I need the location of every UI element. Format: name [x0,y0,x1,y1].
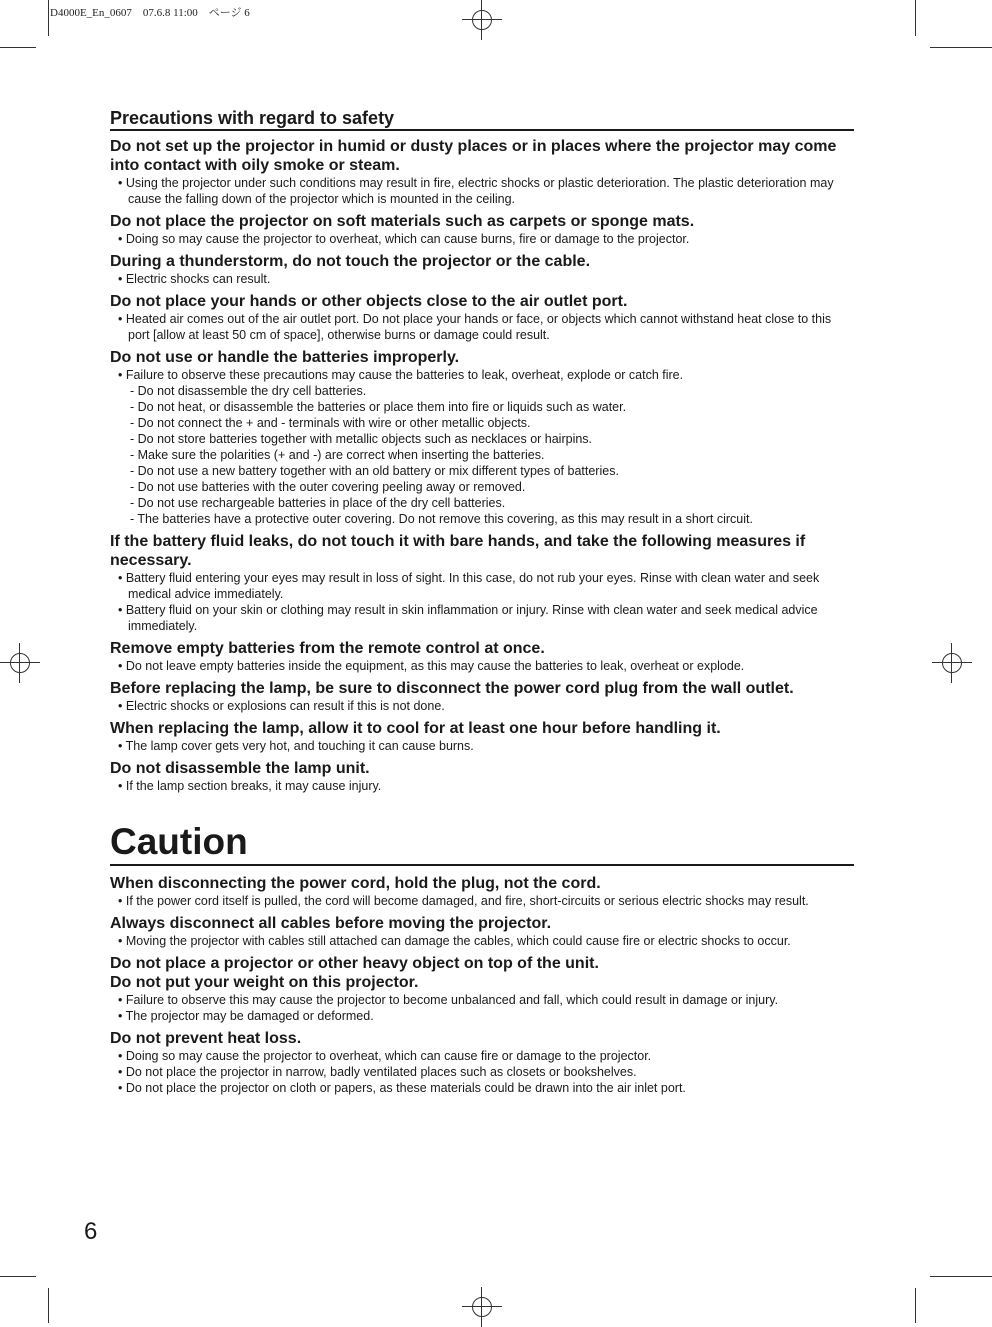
registration-mark-bottom [462,1287,502,1327]
precaution-sub-bullet: - Do not heat, or disassemble the batteries or place them into fire or liquids such as water. [130,400,627,414]
registration-mark-right [932,643,972,683]
precaution-bullet: • Battery fluid on your skin or clothing may result in skin inflammation or injury. Rinse with clean water and seek medical advice immediately. [118,603,818,633]
registration-mark-top [462,0,502,40]
precaution-bullet: • Electric shocks can result. [118,272,271,286]
safety-section-title: Precautions with regard to safety [110,107,854,131]
precaution-item [110,874,854,909]
precaution-heading: Do not place your hands or other objects close to the air outlet port. [110,293,628,310]
precaution-heading: Do not disassemble the lamp unit. [110,760,370,777]
precaution-sub-bullet: - Do not disassemble the dry cell batteries. [130,384,367,398]
crop-mark-tr-v [915,0,916,36]
precaution-heading: Do not set up the projector in humid or dusty places or in places where the projector may come into contact with oily smoke or steam. [110,138,837,174]
precaution-bullet: • Battery fluid entering your eyes may result in loss of sight. In this case, do not rub your eyes. Rinse with clean water and seek medical advice immediately. [118,571,820,601]
crop-mark-br-h [930,1276,992,1277]
precaution-heading: When replacing the lamp, allow it to cool for at least one hour before handling it. [110,720,721,737]
precaution-bullet: • Do not place the projector in narrow, badly ventilated places such as closets or bookshelves. [118,1065,637,1079]
precaution-item [110,759,854,794]
precaution-heading: Do not place the projector on soft materials such as carpets or sponge mats. [110,213,695,230]
precaution-bullet: • Failure to observe these precautions may cause the batteries to leak, overheat, explode or catch fire. [118,368,684,382]
crop-mark-br-v [915,1288,916,1323]
page-content [110,107,854,1101]
precaution-heading: Do not place a projector or other heavy object on top of the unit. [110,955,599,972]
precaution-heading: Do not prevent heat loss. [110,1030,302,1047]
precaution-item [110,252,854,287]
precaution-bullet: • Do not leave empty batteries inside the equipment, as this may cause the batteries to leak, overheat or explode. [118,659,745,673]
precaution-heading: If the battery fluid leaks, do not touch it with bare hands, and take the following measures if necessary. [110,533,806,569]
precaution-item [110,212,854,247]
precaution-heading: Do not use or handle the batteries improperly. [110,349,460,366]
precaution-item [110,719,854,754]
precaution-bullet: • Electric shocks or explosions can result if this is not done. [118,699,445,713]
precaution-sub-bullet: - Do not store batteries together with metallic objects such as necklaces or hairpins. [130,432,593,446]
caution-items [110,874,854,1096]
precaution-bullet: • Using the projector under such conditions may result in fire, electric shocks or plastic deterioration. The plastic deterioration may cause the falling down of the projector which is mounted in the ceiling. [118,176,834,206]
precaution-bullet: • Do not place the projector on cloth or papers, as these materials could be drawn into the air inlet port. [118,1081,686,1095]
precaution-sub-bullet: - Make sure the polarities (+ and -) are correct when inserting the batteries. [130,448,545,462]
precaution-item [110,532,854,634]
precaution-bullet: • Doing so may cause the projector to overheat, which can cause fire or damage to the projector. [118,1049,652,1063]
precaution-bullet: • Heated air comes out of the air outlet port. Do not place your hands or face, or objects which cannot withstand heat close to this port [allow at least 50 cm of space], otherwise burns or damage could result. [118,312,832,342]
registration-mark-left [0,643,40,683]
crop-mark-tr-h [930,47,992,48]
precaution-heading: During a thunderstorm, do not touch the projector or the cable. [110,253,591,270]
crop-mark-bl-v [48,1288,49,1323]
crop-mark-tl-h [0,47,36,48]
precaution-heading: When disconnecting the power cord, hold the plug, not the cord. [110,875,601,892]
precaution-item [110,348,854,527]
precaution-bullet: • Doing so may cause the projector to overheat, which can cause burns, fire or damage to the projector. [118,232,690,246]
precaution-bullet: • Moving the projector with cables still attached can damage the cables, which could cause fire or electric shocks to occur. [118,934,791,948]
precaution-heading: Do not put your weight on this projector. [110,974,419,991]
safety-items [110,137,854,794]
precaution-bullet: • If the lamp section breaks, it may cause injury. [118,779,382,793]
precaution-item [110,639,854,674]
page-number: 6 [84,1218,98,1245]
precaution-sub-bullet: - Do not use batteries with the outer covering peeling away or removed. [130,480,526,494]
crop-mark-tl-v [48,0,49,36]
precaution-sub-bullet: - Do not connect the + and - terminals with wire or other metallic objects. [130,416,531,430]
precaution-item [110,137,854,207]
precaution-item [110,914,854,949]
precaution-item [110,292,854,343]
caution-section-title: Caution [110,820,854,866]
crop-mark-bl-h [0,1276,36,1277]
precaution-heading: Before replacing the lamp, be sure to disconnect the power cord plug from the wall outlet. [110,680,794,697]
precaution-item [110,1029,854,1096]
precaution-heading: Always disconnect all cables before moving the projector. [110,915,552,932]
precaution-bullet: • The lamp cover gets very hot, and touching it can cause burns. [118,739,474,753]
precaution-bullet: • Failure to observe this may cause the projector to become unbalanced and fall, which could result in damage or injury. [118,993,779,1007]
precaution-heading: Remove empty batteries from the remote control at once. [110,640,545,657]
precaution-item [110,679,854,714]
print-slug: D4000E_En_0607 07.6.8 11:00 ページ 6 [50,7,250,19]
precaution-sub-bullet: - Do not use a new battery together with an old battery or mix different types of batteries. [130,464,619,478]
precaution-sub-bullet: - The batteries have a protective outer covering. Do not remove this covering, as this may result in a short circuit. [130,512,753,526]
precaution-bullet: • If the power cord itself is pulled, the cord will become damaged, and fire, short-circuits or serious electric shocks may result. [118,894,809,908]
precaution-item [110,954,854,1024]
precaution-sub-bullet: - Do not use rechargeable batteries in place of the dry cell batteries. [130,496,506,510]
precaution-bullet: • The projector may be damaged or deformed. [118,1009,374,1023]
